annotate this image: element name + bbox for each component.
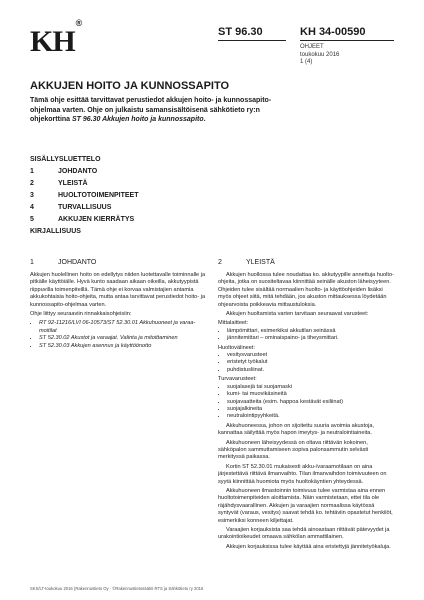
section-1-heading: 1 JOHDANTO (30, 259, 97, 266)
section-1-body (30, 272, 208, 352)
kh-logo: KH® (30, 18, 82, 58)
toc-item[interactable]: 4 TURVALLISUUS (30, 204, 112, 211)
list-item: • jännitemittari – ominaispaino- ja tiheysmittari. (227, 335, 394, 342)
list-item: • vesitysvarusteet (227, 352, 394, 359)
reference-item: • RT 92-11216/LVI 06-10573/ST 52.30.01 Akkuhuoneet ja varaamoitilat (39, 320, 208, 335)
section-2-body (218, 272, 394, 553)
section-2-paragraph: Akkujen korjauksissa tulee käyttää aina eristettyjä jännitetyökaluja. (226, 543, 391, 550)
list-item: • suojavaatteita (esim. happoa kestävät esiliinat) (227, 399, 394, 406)
toc-item[interactable]: 3 HUOLTOTOIMENPITEET (30, 192, 139, 199)
list-item: • puhdistusliinat. (227, 367, 394, 374)
section-2-paragraph: Akkuhuoneen läheisyydessä on oltava riittävän kokoinen, sähköpalon sammuttamiseen sopiva palonsammutin selvästi merkityssä paikassa. (218, 439, 369, 461)
equipment-group-label: Turvavarusteet: (218, 376, 257, 383)
section-2-heading: 2 YLEISTÄ (218, 259, 275, 266)
reference-item: • ST 52.30.03 Akkujen asennus ja käyttöönotto (39, 343, 208, 350)
list-item: • eristetyt työkalut (227, 359, 394, 366)
equipment-list (218, 384, 394, 421)
list-item: • suojalasejä tai suojamaski (227, 384, 394, 391)
list-item: • suojajalkineita (227, 406, 394, 413)
document-meta (300, 44, 339, 67)
list-item: • neutralointipyyhkeitä. (227, 413, 394, 420)
equipment-group-label: Mittalaitteet: (218, 320, 249, 327)
toc-item[interactable]: 5 AKKUJEN KIERRÄTYS (30, 216, 135, 223)
equipment-list (218, 352, 394, 374)
header-rule-left (218, 40, 286, 41)
reference-item: • ST 52.30.02 Akustot ja varaajat. Valinta ja mitoittaminen (39, 335, 208, 342)
meta-date: toukokuu 2016 (300, 51, 340, 58)
section-2-paragraph: Varaajien korjauksista saa tehdä ainoastaan riittävät pätevyydet ja urakointioikeudet omaava sähkölan ammattilainen. (218, 527, 390, 541)
equipment-group-label: Huoltovälineet: (218, 344, 256, 351)
toc-item[interactable]: 2 YLEISTÄ (30, 180, 88, 187)
intro-paragraph: Tämä ohje esittää tarvittavat perustiedot akkujen hoito- ja kunnossapito-ohjelmaa varten. Ohje on julkaistu samansisältöisenä sähkötieto ry:n ohjekorttina ST 96.30 Akkujen hoito ja kunnossapito. (30, 97, 272, 123)
section-2-paragraph: Kortin ST 52.30.01 mukaisesti akku-/varaamotilaan on aina järjestettävä riittävä ilmanvaihto. Tilan ilmanvaihdon toimivuuteen on syytä kiinnittää huomiota myös huoltokäyntien yhteydessä. (218, 463, 387, 485)
section-1-paragraph: Ohje liittyy seuraaviin rinnakkaisohjeisiin: (30, 311, 132, 318)
toc-heading: SISÄLLYSLUETTELO (30, 156, 101, 163)
list-item: • lämpömittari, esimerkiksi akkutilan seinässä (227, 328, 394, 335)
section-2-paragraph: Akkuhuoneen ilmastoinnin toimivuus tulee varmistaa aina ennen huoltotoimenpiteiden aloittamista. Näin varmistetaan, ettei tila ole räjähdysvaarallinen. Akkujen ja varaajien normaalissa käytössä syntyvät (varaus, vesitys) saavat tehdä ko. tehtäviin opastetut henkilöt, esimerkiksi konneen kiljettajat. (218, 487, 393, 524)
section-2-paragraph: Akkuhuoneessa, johon on sijoitettu suuria avoimia akustoja, kannattaa säilyttää myös hapon imeytys- ja neutralointiaineita. (218, 422, 375, 437)
list-item: • kumi- tai muovikäsineitä (227, 391, 394, 398)
equipment-list (218, 328, 394, 343)
toc-item[interactable]: KIRJALLISUUS (30, 228, 81, 235)
st-code: ST 96.30 (218, 26, 263, 38)
section-2-paragraph: Akkujen huollossa tulee noudattaa ko. akkutyypille annettuja huolto-ohjeita, jotka on suositeltavaa kiinnittää seinälle akuston läheisyyteen. Ohjeiden tulee sisältää normaalien huolto- ja käyttöohjeiden lisäksi myös ohjeet siitä, mitä tehdään, jos akuston mittauksessa löydetään ohjearvoista poikkeavia mittaustuloksia. (218, 272, 394, 308)
toc-item[interactable]: 1 JOHDANTO (30, 168, 98, 175)
kh-code: KH 34-00590 (300, 26, 366, 38)
footer-note: SKS/LT-toukokuu 2016 (Rakennustieto Oy · ©Rakennustietosäätiö RTS ja Sähkötieto ry 2016 (30, 586, 204, 591)
meta-type: OHJEET (300, 44, 324, 50)
section-1-paragraph: Akkujen huolellinen hoito on edellytys niiden luotettavalle toiminnalle ja pitkälle käyttöiälle. Hyvä kunto saadaan aikaan oikeilla, akkutyypistä riippuvilla toimenpiteillä. Tämä ohje ei korvaa valmistajien antamia akkukohtaisia hoito-ohjeita, mutta antaa tarvittavat perustiedot hoito- ja kunnossapito-ohjelmaa varten. (30, 272, 206, 308)
meta-page: 1 (4) (300, 59, 313, 65)
header-rule-right (300, 40, 394, 41)
section-2-paragraph: Akkujen huoltamista varten tarvitaan seuraavat varusteet: (226, 311, 369, 318)
page-title: AKKUJEN HOITO JA KUNNOSSAPITO (30, 80, 230, 92)
reference-list (30, 320, 208, 350)
